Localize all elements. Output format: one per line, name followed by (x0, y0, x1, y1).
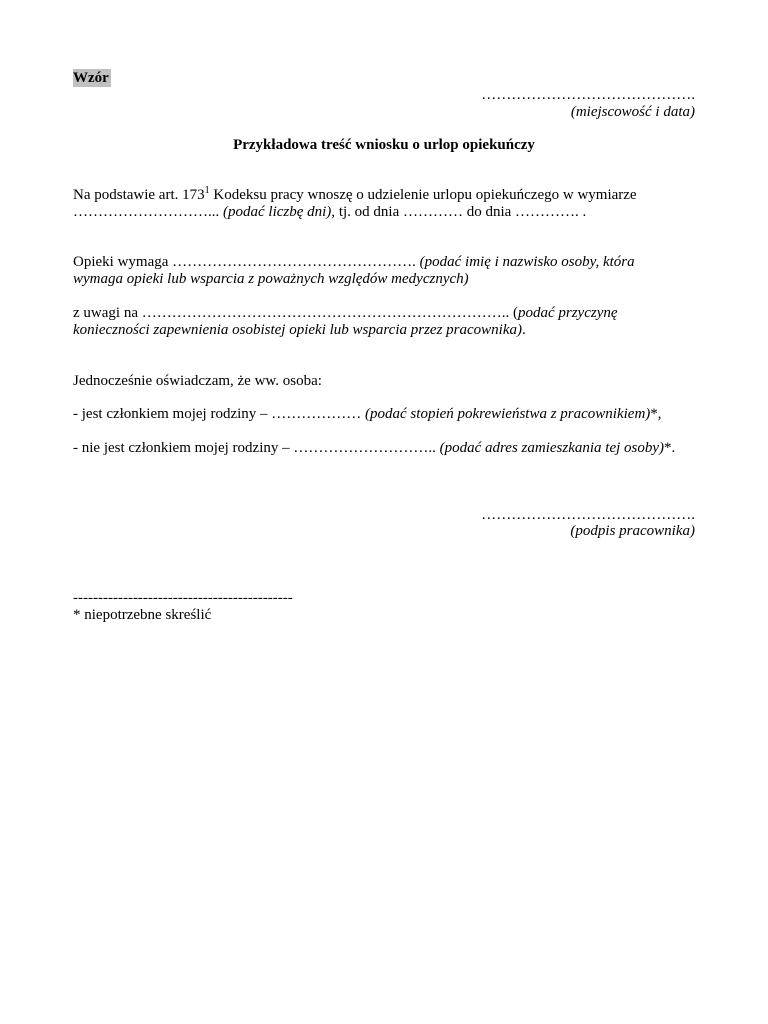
place-date-caption: (miejscowość i data) (570, 104, 695, 120)
option1-hint: (podać stopień pokrewieństwa z pracownikiem) (361, 406, 651, 422)
option-family-member (73, 405, 662, 423)
article-superscript: 1 (204, 185, 210, 196)
document-title: Przykładowa treść wniosku o urlop opiekuńczy (233, 137, 535, 153)
care-person-hint: (podać imię i nazwisko osoby, która (415, 254, 635, 270)
option2-text: - nie jest członkiem mojej rodziny – ……………………….. (73, 440, 436, 456)
option-not-family-member (73, 439, 675, 457)
signature-caption: (podpis pracownika) (570, 523, 695, 539)
para1-text-end: Kodeksu pracy wnoszę o udzielenie urlopu opiekuńczego w wymiarze (209, 187, 637, 203)
para1-text-start: Na podstawie art. 173 (73, 187, 205, 203)
signature-line: ……………………………………. (481, 507, 695, 523)
care-person-hint-continued: wymaga opieki lub wsparcia z poważnych względów medycznych) (73, 271, 469, 287)
para1-line1 (73, 186, 637, 204)
care-person-text: Opieki wymaga …………………………………………. (73, 254, 416, 270)
para2-line1 (73, 253, 635, 271)
option2-end: *. (664, 440, 676, 456)
option1-text: - jest członkiem mojej rodziny – ……………… (73, 406, 362, 422)
document-label: Wzór (73, 70, 109, 86)
reason-hint-continued: konieczności zapewnienia osobistej opieki lub wsparcia przez pracownika) (73, 322, 522, 338)
option2-hint: (podać adres zamieszkania tej osoby) (435, 440, 665, 456)
para3-line2 (73, 321, 526, 339)
reason-hint: podać przyczynę (517, 305, 618, 321)
option1-end: *, (650, 406, 662, 422)
date-range-text: tj. od dnia ………… do dnia …………. . (335, 204, 587, 220)
para3-line1 (73, 304, 618, 322)
declaration-text: Jednocześnie oświadczam, że ww. osoba: (73, 373, 322, 389)
footnote-rule: -------------------------------------------- (73, 590, 293, 606)
days-hint: (podać liczbę dni), (219, 204, 336, 220)
reason-end: . (521, 322, 526, 338)
reason-text: z uwagi na ……………………………………………………………….. ( (73, 305, 518, 321)
footnote-text: * niepotrzebne skreślić (73, 607, 212, 623)
place-date-line: ……………………………………. (481, 87, 695, 103)
days-dots: ………………………... (73, 204, 220, 220)
para1-line2 (73, 203, 586, 221)
